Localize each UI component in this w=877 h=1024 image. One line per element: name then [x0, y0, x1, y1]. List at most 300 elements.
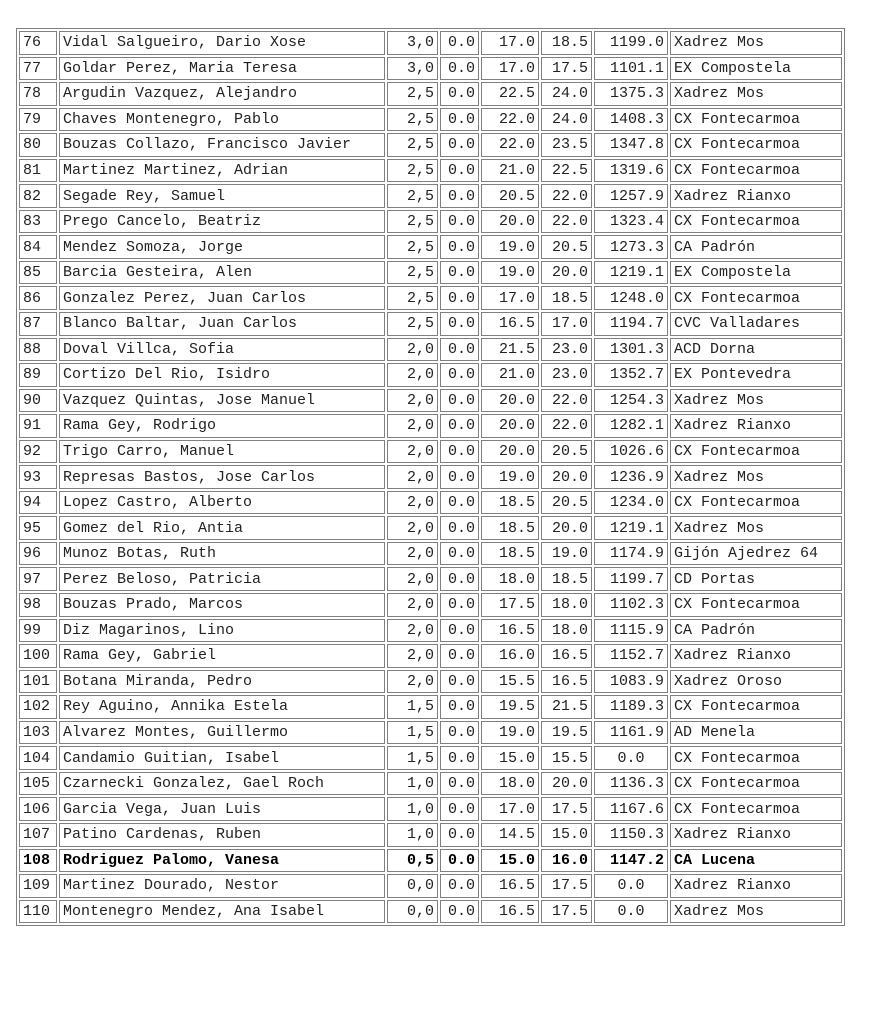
player-name-cell: Candamio Guitian, Isabel [59, 746, 385, 770]
club-cell: AD Menela [670, 721, 842, 745]
position-cell: 92 [19, 440, 57, 464]
tiebreak-2-cell: 19.0 [481, 721, 539, 745]
table-row [19, 874, 842, 898]
tiebreak-2-cell: 18.5 [481, 542, 539, 566]
tiebreak-2-cell: 18.5 [481, 516, 539, 540]
points-cell: 0,0 [387, 900, 438, 924]
points-cell: 0,5 [387, 849, 438, 873]
tiebreak-1-cell: 0.0 [440, 900, 479, 924]
tiebreak-1-cell: 0.0 [440, 593, 479, 617]
rating-cell: 1375.3 [594, 82, 668, 106]
points-cell: 2,0 [387, 465, 438, 489]
club-cell: CX Fontecarmoa [670, 695, 842, 719]
tiebreak-3-cell: 16.5 [541, 670, 592, 694]
tiebreak-1-cell: 0.0 [440, 670, 479, 694]
club-cell: CX Fontecarmoa [670, 593, 842, 617]
club-cell: Xadrez Rianxo [670, 644, 842, 668]
rating-cell: 1136.3 [594, 772, 668, 796]
tiebreak-3-cell: 16.5 [541, 644, 592, 668]
tiebreak-2-cell: 16.5 [481, 312, 539, 336]
tiebreak-1-cell: 0.0 [440, 235, 479, 259]
tiebreak-2-cell: 20.0 [481, 414, 539, 438]
club-cell: CX Fontecarmoa [670, 746, 842, 770]
table-row [19, 184, 842, 208]
table-row [19, 797, 842, 821]
tiebreak-3-cell: 18.5 [541, 286, 592, 310]
points-cell: 2,0 [387, 389, 438, 413]
tiebreak-1-cell: 0.0 [440, 210, 479, 234]
position-cell: 76 [19, 31, 57, 55]
tiebreak-2-cell: 15.5 [481, 670, 539, 694]
player-name-cell: Martinez Dourado, Nestor [59, 874, 385, 898]
tiebreak-1-cell: 0.0 [440, 465, 479, 489]
standings-body [19, 31, 842, 923]
club-cell: CX Fontecarmoa [670, 286, 842, 310]
points-cell: 2,5 [387, 133, 438, 157]
points-cell: 1,5 [387, 695, 438, 719]
standings-table [16, 28, 845, 926]
tiebreak-1-cell: 0.0 [440, 440, 479, 464]
tiebreak-3-cell: 15.5 [541, 746, 592, 770]
position-cell: 102 [19, 695, 57, 719]
points-cell: 2,5 [387, 261, 438, 285]
player-name-cell: Gonzalez Perez, Juan Carlos [59, 286, 385, 310]
rating-cell: 1152.7 [594, 644, 668, 668]
rating-cell: 0.0 [594, 900, 668, 924]
position-cell: 104 [19, 746, 57, 770]
position-cell: 89 [19, 363, 57, 387]
tiebreak-3-cell: 18.5 [541, 31, 592, 55]
tiebreak-1-cell: 0.0 [440, 159, 479, 183]
table-row [19, 159, 842, 183]
points-cell: 2,0 [387, 363, 438, 387]
player-name-cell: Bouzas Prado, Marcos [59, 593, 385, 617]
tiebreak-3-cell: 23.5 [541, 133, 592, 157]
tiebreak-1-cell: 0.0 [440, 389, 479, 413]
position-cell: 82 [19, 184, 57, 208]
position-cell: 100 [19, 644, 57, 668]
rating-cell: 1408.3 [594, 108, 668, 132]
player-name-cell: Martinez Martinez, Adrian [59, 159, 385, 183]
tiebreak-2-cell: 17.5 [481, 593, 539, 617]
tiebreak-3-cell: 19.5 [541, 721, 592, 745]
rating-cell: 1254.3 [594, 389, 668, 413]
player-name-cell: Barcia Gesteira, Alen [59, 261, 385, 285]
tiebreak-3-cell: 15.0 [541, 823, 592, 847]
rating-cell: 1236.9 [594, 465, 668, 489]
points-cell: 2,5 [387, 210, 438, 234]
tiebreak-1-cell: 0.0 [440, 261, 479, 285]
tiebreak-3-cell: 22.0 [541, 184, 592, 208]
table-row [19, 363, 842, 387]
tiebreak-2-cell: 19.0 [481, 261, 539, 285]
points-cell: 1,5 [387, 721, 438, 745]
club-cell: CX Fontecarmoa [670, 159, 842, 183]
table-row [19, 108, 842, 132]
player-name-cell: Doval Villca, Sofia [59, 338, 385, 362]
club-cell: Xadrez Mos [670, 516, 842, 540]
points-cell: 0,0 [387, 874, 438, 898]
table-row [19, 823, 842, 847]
tiebreak-1-cell: 0.0 [440, 31, 479, 55]
tiebreak-1-cell: 0.0 [440, 721, 479, 745]
tiebreak-2-cell: 22.0 [481, 108, 539, 132]
table-row [19, 772, 842, 796]
points-cell: 2,0 [387, 414, 438, 438]
table-row [19, 695, 842, 719]
rating-cell: 1199.0 [594, 31, 668, 55]
tiebreak-1-cell: 0.0 [440, 108, 479, 132]
position-cell: 77 [19, 57, 57, 81]
table-row [19, 286, 842, 310]
player-name-cell: Rey Aguino, Annika Estela [59, 695, 385, 719]
rating-cell: 1174.9 [594, 542, 668, 566]
tiebreak-3-cell: 23.0 [541, 338, 592, 362]
player-name-cell: Rama Gey, Rodrigo [59, 414, 385, 438]
points-cell: 2,0 [387, 644, 438, 668]
position-cell: 106 [19, 797, 57, 821]
position-cell: 98 [19, 593, 57, 617]
player-name-cell: Alvarez Montes, Guillermo [59, 721, 385, 745]
club-cell: CX Fontecarmoa [670, 772, 842, 796]
rating-cell: 1147.2 [594, 849, 668, 873]
tiebreak-3-cell: 24.0 [541, 108, 592, 132]
tiebreak-2-cell: 19.0 [481, 235, 539, 259]
points-cell: 3,0 [387, 57, 438, 81]
position-cell: 93 [19, 465, 57, 489]
points-cell: 2,0 [387, 440, 438, 464]
position-cell: 78 [19, 82, 57, 106]
points-cell: 2,0 [387, 670, 438, 694]
tiebreak-3-cell: 22.0 [541, 210, 592, 234]
rating-cell: 1347.8 [594, 133, 668, 157]
club-cell: Xadrez Rianxo [670, 184, 842, 208]
player-name-cell: Segade Rey, Samuel [59, 184, 385, 208]
club-cell: Xadrez Mos [670, 465, 842, 489]
rating-cell: 1194.7 [594, 312, 668, 336]
tiebreak-1-cell: 0.0 [440, 619, 479, 643]
player-name-cell: Botana Miranda, Pedro [59, 670, 385, 694]
club-cell: Xadrez Rianxo [670, 874, 842, 898]
player-name-cell: Chaves Montenegro, Pablo [59, 108, 385, 132]
tiebreak-2-cell: 17.0 [481, 286, 539, 310]
club-cell: CX Fontecarmoa [670, 133, 842, 157]
tiebreak-3-cell: 20.0 [541, 261, 592, 285]
club-cell: Xadrez Mos [670, 389, 842, 413]
tiebreak-2-cell: 22.5 [481, 82, 539, 106]
club-cell: CX Fontecarmoa [670, 108, 842, 132]
tiebreak-1-cell: 0.0 [440, 286, 479, 310]
tiebreak-2-cell: 15.0 [481, 849, 539, 873]
table-row [19, 465, 842, 489]
position-cell: 109 [19, 874, 57, 898]
player-name-cell: Represas Bastos, Jose Carlos [59, 465, 385, 489]
tiebreak-2-cell: 15.0 [481, 746, 539, 770]
club-cell: Gijón Ajedrez 64 [670, 542, 842, 566]
points-cell: 2,5 [387, 235, 438, 259]
tiebreak-1-cell: 0.0 [440, 567, 479, 591]
player-name-cell: Mendez Somoza, Jorge [59, 235, 385, 259]
tiebreak-1-cell: 0.0 [440, 82, 479, 106]
player-name-cell: Goldar Perez, Maria Teresa [59, 57, 385, 81]
table-row [19, 619, 842, 643]
tiebreak-1-cell: 0.0 [440, 849, 479, 873]
tiebreak-3-cell: 17.0 [541, 312, 592, 336]
tiebreak-3-cell: 20.5 [541, 440, 592, 464]
points-cell: 1,0 [387, 772, 438, 796]
tiebreak-1-cell: 0.0 [440, 874, 479, 898]
table-row [19, 133, 842, 157]
tiebreak-3-cell: 16.0 [541, 849, 592, 873]
player-name-cell: Rama Gey, Gabriel [59, 644, 385, 668]
player-name-cell: Gomez del Rio, Antia [59, 516, 385, 540]
player-name-cell: Cortizo Del Rio, Isidro [59, 363, 385, 387]
table-row [19, 491, 842, 515]
table-row [19, 567, 842, 591]
table-row [19, 440, 842, 464]
tiebreak-3-cell: 20.0 [541, 465, 592, 489]
tiebreak-2-cell: 16.0 [481, 644, 539, 668]
points-cell: 2,0 [387, 567, 438, 591]
tiebreak-1-cell: 0.0 [440, 746, 479, 770]
tiebreak-2-cell: 19.0 [481, 465, 539, 489]
club-cell: EX Pontevedra [670, 363, 842, 387]
position-cell: 95 [19, 516, 57, 540]
tiebreak-2-cell: 20.0 [481, 389, 539, 413]
club-cell: CX Fontecarmoa [670, 491, 842, 515]
position-cell: 97 [19, 567, 57, 591]
position-cell: 103 [19, 721, 57, 745]
table-row [19, 338, 842, 362]
player-name-cell: Lopez Castro, Alberto [59, 491, 385, 515]
player-name-cell: Munoz Botas, Ruth [59, 542, 385, 566]
table-row [19, 210, 842, 234]
tiebreak-3-cell: 22.5 [541, 159, 592, 183]
table-row [19, 746, 842, 770]
table-row [19, 593, 842, 617]
tiebreak-2-cell: 16.5 [481, 900, 539, 924]
tiebreak-2-cell: 22.0 [481, 133, 539, 157]
rating-cell: 1199.7 [594, 567, 668, 591]
table-row [19, 644, 842, 668]
position-cell: 90 [19, 389, 57, 413]
tiebreak-2-cell: 21.5 [481, 338, 539, 362]
tiebreak-2-cell: 17.0 [481, 797, 539, 821]
points-cell: 2,0 [387, 338, 438, 362]
tiebreak-2-cell: 20.5 [481, 184, 539, 208]
tiebreak-1-cell: 0.0 [440, 797, 479, 821]
tiebreak-3-cell: 20.0 [541, 772, 592, 796]
points-cell: 2,0 [387, 619, 438, 643]
table-row [19, 900, 842, 924]
rating-cell: 1101.1 [594, 57, 668, 81]
club-cell: CA Padrón [670, 619, 842, 643]
tiebreak-3-cell: 22.0 [541, 414, 592, 438]
tiebreak-2-cell: 17.0 [481, 57, 539, 81]
tiebreak-3-cell: 20.5 [541, 235, 592, 259]
club-cell: Xadrez Mos [670, 900, 842, 924]
rating-cell: 1234.0 [594, 491, 668, 515]
tiebreak-1-cell: 0.0 [440, 133, 479, 157]
table-row [19, 389, 842, 413]
rating-cell: 1257.9 [594, 184, 668, 208]
position-cell: 88 [19, 338, 57, 362]
tiebreak-2-cell: 21.0 [481, 159, 539, 183]
position-cell: 110 [19, 900, 57, 924]
rating-cell: 1083.9 [594, 670, 668, 694]
position-cell: 101 [19, 670, 57, 694]
rating-cell: 1115.9 [594, 619, 668, 643]
tiebreak-3-cell: 24.0 [541, 82, 592, 106]
club-cell: Xadrez Oroso [670, 670, 842, 694]
player-name-cell: Blanco Baltar, Juan Carlos [59, 312, 385, 336]
tiebreak-3-cell: 17.5 [541, 57, 592, 81]
club-cell: CVC Valladares [670, 312, 842, 336]
rating-cell: 1026.6 [594, 440, 668, 464]
player-name-cell: Argudin Vazquez, Alejandro [59, 82, 385, 106]
rating-cell: 0.0 [594, 746, 668, 770]
tiebreak-3-cell: 19.0 [541, 542, 592, 566]
club-cell: CX Fontecarmoa [670, 210, 842, 234]
tiebreak-3-cell: 20.0 [541, 516, 592, 540]
tiebreak-2-cell: 20.0 [481, 440, 539, 464]
position-cell: 86 [19, 286, 57, 310]
tiebreak-3-cell: 21.5 [541, 695, 592, 719]
points-cell: 2,0 [387, 593, 438, 617]
position-cell: 107 [19, 823, 57, 847]
table-row [19, 31, 842, 55]
rating-cell: 1282.1 [594, 414, 668, 438]
club-cell: Xadrez Rianxo [670, 823, 842, 847]
position-cell: 91 [19, 414, 57, 438]
tiebreak-3-cell: 18.5 [541, 567, 592, 591]
position-cell: 84 [19, 235, 57, 259]
tiebreak-1-cell: 0.0 [440, 542, 479, 566]
tiebreak-3-cell: 17.5 [541, 874, 592, 898]
position-cell: 94 [19, 491, 57, 515]
tiebreak-2-cell: 18.0 [481, 567, 539, 591]
points-cell: 2,5 [387, 312, 438, 336]
tiebreak-2-cell: 18.5 [481, 491, 539, 515]
tiebreak-2-cell: 18.0 [481, 772, 539, 796]
player-name-cell: Czarnecki Gonzalez, Gael Roch [59, 772, 385, 796]
club-cell: CX Fontecarmoa [670, 440, 842, 464]
tiebreak-3-cell: 18.0 [541, 593, 592, 617]
points-cell: 1,5 [387, 746, 438, 770]
rating-cell: 1189.3 [594, 695, 668, 719]
points-cell: 2,5 [387, 184, 438, 208]
rating-cell: 0.0 [594, 874, 668, 898]
tiebreak-3-cell: 23.0 [541, 363, 592, 387]
player-name-cell: Garcia Vega, Juan Luis [59, 797, 385, 821]
points-cell: 2,0 [387, 542, 438, 566]
tiebreak-1-cell: 0.0 [440, 644, 479, 668]
rating-cell: 1319.6 [594, 159, 668, 183]
tiebreak-1-cell: 0.0 [440, 57, 479, 81]
club-cell: Xadrez Rianxo [670, 414, 842, 438]
tiebreak-3-cell: 17.5 [541, 900, 592, 924]
points-cell: 2,0 [387, 491, 438, 515]
tiebreak-1-cell: 0.0 [440, 491, 479, 515]
position-cell: 81 [19, 159, 57, 183]
tiebreak-1-cell: 0.0 [440, 823, 479, 847]
tiebreak-2-cell: 16.5 [481, 619, 539, 643]
tiebreak-2-cell: 21.0 [481, 363, 539, 387]
tiebreak-2-cell: 16.5 [481, 874, 539, 898]
rating-cell: 1102.3 [594, 593, 668, 617]
position-cell: 96 [19, 542, 57, 566]
player-name-cell: Trigo Carro, Manuel [59, 440, 385, 464]
rating-cell: 1219.1 [594, 261, 668, 285]
table-row [19, 312, 842, 336]
position-cell: 79 [19, 108, 57, 132]
position-cell: 85 [19, 261, 57, 285]
club-cell: CA Lucena [670, 849, 842, 873]
rating-cell: 1352.7 [594, 363, 668, 387]
points-cell: 3,0 [387, 31, 438, 55]
position-cell: 99 [19, 619, 57, 643]
club-cell: ACD Dorna [670, 338, 842, 362]
position-cell: 108 [19, 849, 57, 873]
tiebreak-3-cell: 20.5 [541, 491, 592, 515]
rating-cell: 1167.6 [594, 797, 668, 821]
club-cell: EX Compostela [670, 261, 842, 285]
table-row [19, 542, 842, 566]
table-row [19, 235, 842, 259]
rating-cell: 1219.1 [594, 516, 668, 540]
club-cell: CX Fontecarmoa [670, 797, 842, 821]
table-row [19, 82, 842, 106]
tiebreak-3-cell: 22.0 [541, 389, 592, 413]
table-row [19, 721, 842, 745]
table-row [19, 670, 842, 694]
position-cell: 87 [19, 312, 57, 336]
club-cell: Xadrez Mos [670, 31, 842, 55]
table-row [19, 261, 842, 285]
points-cell: 2,5 [387, 108, 438, 132]
rating-cell: 1301.3 [594, 338, 668, 362]
player-name-cell: Patino Cardenas, Ruben [59, 823, 385, 847]
player-name-cell: Bouzas Collazo, Francisco Javier [59, 133, 385, 157]
tiebreak-2-cell: 17.0 [481, 31, 539, 55]
player-name-cell: Montenegro Mendez, Ana Isabel [59, 900, 385, 924]
table-row [19, 414, 842, 438]
rating-cell: 1323.4 [594, 210, 668, 234]
rating-cell: 1150.3 [594, 823, 668, 847]
tiebreak-2-cell: 20.0 [481, 210, 539, 234]
player-name-cell: Vazquez Quintas, Jose Manuel [59, 389, 385, 413]
rating-cell: 1161.9 [594, 721, 668, 745]
player-name-cell: Prego Cancelo, Beatriz [59, 210, 385, 234]
tiebreak-1-cell: 0.0 [440, 363, 479, 387]
points-cell: 2,5 [387, 159, 438, 183]
player-name-cell: Rodriguez Palomo, Vanesa [59, 849, 385, 873]
table-row [19, 516, 842, 540]
tiebreak-2-cell: 19.5 [481, 695, 539, 719]
club-cell: CD Portas [670, 567, 842, 591]
points-cell: 2,5 [387, 82, 438, 106]
table-row [19, 849, 842, 873]
tiebreak-1-cell: 0.0 [440, 695, 479, 719]
table-row [19, 57, 842, 81]
player-name-cell: Perez Beloso, Patricia [59, 567, 385, 591]
tiebreak-1-cell: 0.0 [440, 414, 479, 438]
tiebreak-1-cell: 0.0 [440, 516, 479, 540]
rating-cell: 1248.0 [594, 286, 668, 310]
position-cell: 80 [19, 133, 57, 157]
tiebreak-3-cell: 17.5 [541, 797, 592, 821]
points-cell: 1,0 [387, 823, 438, 847]
